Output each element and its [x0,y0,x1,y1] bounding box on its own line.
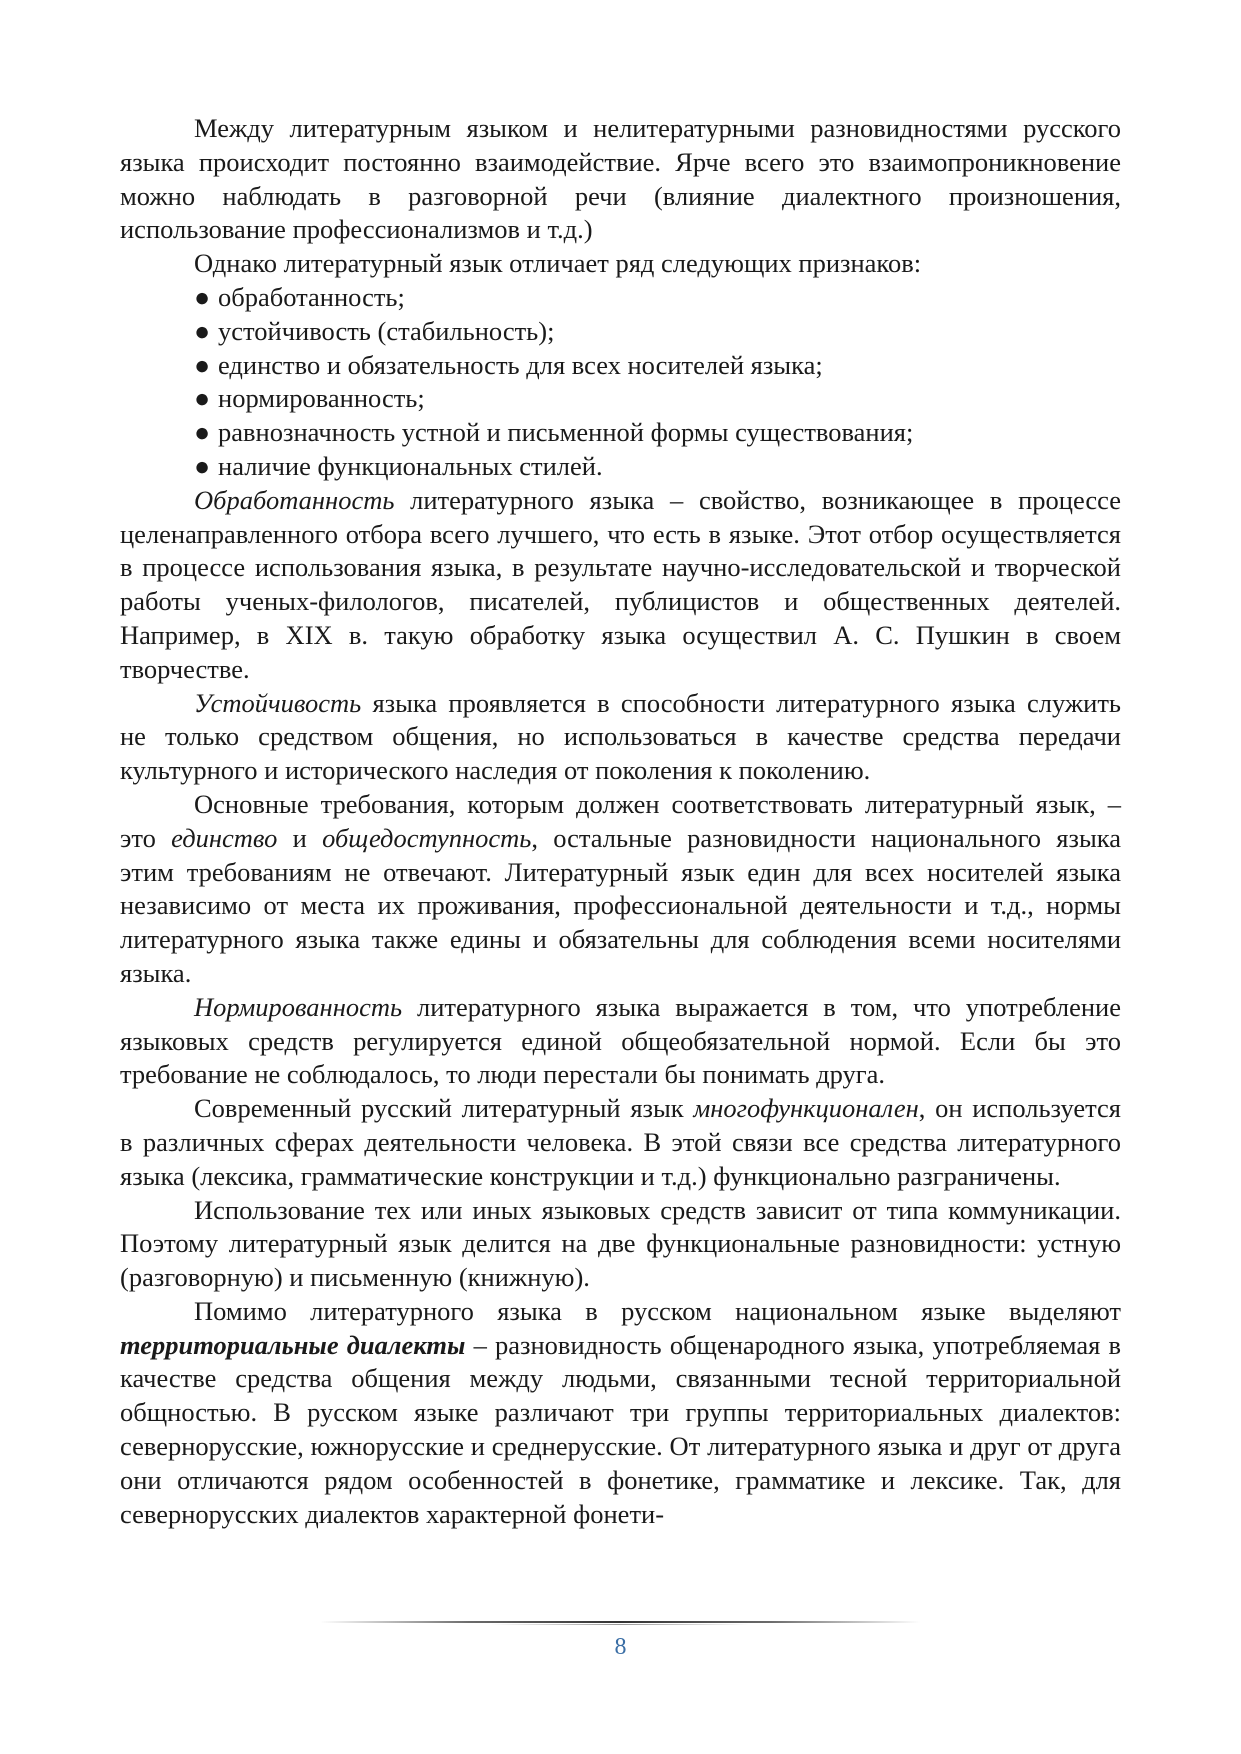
term-accessibility: общедоступность [322,822,532,853]
paragraph-processing: Обработанность литературного языка – свойство, возникающее в процессе целенаправленного отбора всего лучшего, что есть в языке. Этот отбор осуществляется в процессе использования языка, в результате научно-исследовательской и творческой работы ученых-филологов, писателей, публицистов и общественных деятелей. Например, в XIX в. такую обработку языка осуществил А. С. Пушкин в своем творчестве. [120,484,1121,684]
paragraph-communication: Использование тех или иных языковых средств зависит от типа коммуникации. Поэтому литературный язык делится на две функциональные разновидности: устную (разговорную) и письменную (книжную). [120,1194,1121,1293]
bullet-icon: ● [194,383,211,414]
list-item: ● устойчивость (стабильность); [194,315,555,346]
term-stability: Устойчивость [194,687,362,718]
paragraph-dialects: Помимо литературного языка в русском национальном языке выделяют территориальные диалекты – разновидность общенародного языка, употребляемая в качестве средства общения между людьми, связанными тесной территориальной общностью. В русском языке различают три группы территориальных диалектов: севернорусские, южнорусские и среднерусские. От литературного языка и друг от друга они отличаются рядом особенностей в фонетике, грамматике и лексике. Так, для севернорусских диалектов характерной фонети- [120,1295,1122,1529]
bullet-icon: ● [194,349,211,380]
footer-divider-accent [490,1624,750,1625]
term-normativity: Нормированность [194,991,403,1022]
list-item: ● единство и обязательность для всех носителей языка; [194,349,823,380]
term-multifunctional: многофункционален [693,1093,919,1124]
bullet-icon: ● [194,281,211,312]
page-body [120,112,1121,1531]
list-item: ● нормированность; [194,383,425,414]
term-territorial-dialects: территориальные диалекты [120,1329,466,1360]
paragraph-stability: Устойчивость языка проявляется в способности литературного языка служить не только средством общения, но использоваться в качестве средства передачи культурного и исторического наследия от поколения к поколению. [120,687,1121,786]
features-list [120,281,1121,484]
paragraph-normativity: Нормированность литературного языка выражается в том, что употребление языковых средств регулируется единой общеобязательной нормой. Если бы это требование не соблюдалось, то люди перестали бы понимать друга. [120,991,1121,1090]
bullet-icon: ● [194,315,211,346]
bullet-icon: ● [194,417,211,448]
term-unity: единство [171,822,278,853]
list-item: ● наличие функциональных стилей. [194,450,603,481]
list-item: ● обработанность; [194,281,405,312]
bullet-icon: ● [194,450,211,481]
page-number: 8 [614,1634,627,1660]
term-processing: Обработанность [194,484,395,515]
paragraph-multifunctional: Современный русский литературный язык многофункционален, он используется в различных сферах деятельности человека. В этой связи все средства литературного языка (лексика, грамматические конструкции и т.д.) функционально разграничены. [120,1093,1121,1191]
footer-divider [320,1621,920,1623]
list-item: ● равнозначность устной и письменной формы существования; [194,417,914,448]
paragraph-1: Между литературным языком и нелитературными разновидностями русского языка происходит постоянно взаимодействие. Ярче всего это взаимопроникновение можно наблюдать в разговорной речи (влияние диалектного произношения, использование профессионализмов и т.д.) [120,113,1121,245]
paragraph-2: Однако литературный язык отличает ряд следующих признаков: [194,248,922,279]
paragraph-unity: Основные требования, которым должен соответствовать литературный язык, – это единство и общедоступность, остальные разновидности национального языка этим требованиям не отвечают. Литературный язык един для всех носителей языка независимо от места их проживания, профессиональной деятельности и т.д., нормы литературного языка также едины и обязательны для соблюдения всеми носителями языка. [120,788,1121,988]
